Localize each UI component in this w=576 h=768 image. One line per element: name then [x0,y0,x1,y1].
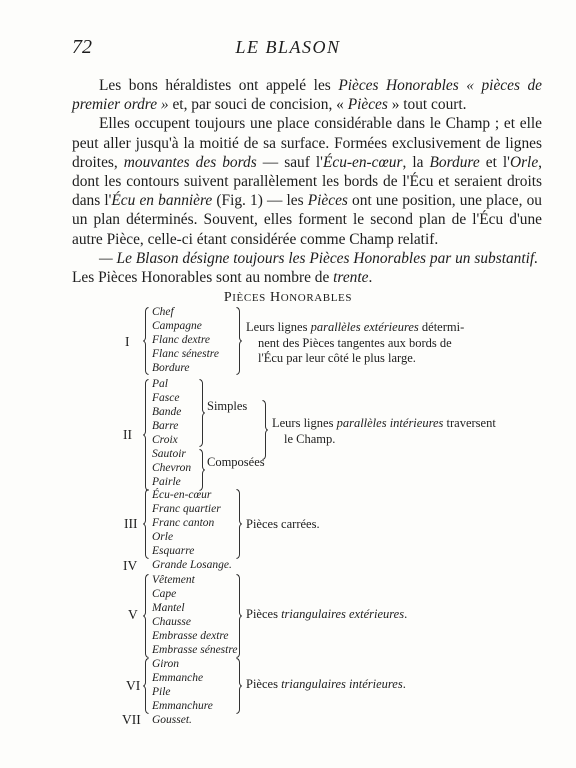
text-run: l'Écu par leur côté le plus large. [258,351,416,366]
text-run: » tout court. [387,96,467,114]
description-line [246,607,407,623]
italic-text: triangulaires extérieures [281,607,405,621]
italic-text: parallèles intérieures [336,416,444,430]
paragraph-count [72,268,542,287]
brace-left [143,379,149,491]
list-item: Emmanchure [152,700,213,712]
brace-shape [143,658,149,714]
group-numeral: VI [126,678,141,693]
text-run: ont une position, une place, ou un plan déterminés. Souvent, elles forment le second plan de l'Écu d'une autre Pièce, celle-ci étant considérée comme Champ relatif. [72,192,542,248]
list-item: Bande [152,406,182,418]
text-run: le Champ. [284,431,336,446]
list-item: Pile [152,686,171,698]
brace-shape [236,658,242,714]
brace-left [143,307,149,375]
list-item: Franc canton [152,517,215,529]
italic-text: Pièces Honorables « pièces de premier ordre » [72,77,543,114]
text-run: . [402,677,406,691]
list-item: Campagne [152,320,202,332]
group-numeral: II [123,427,132,442]
subgroup-label-composees: Composées [207,455,265,469]
heading-rest-h: ONORABLES [280,292,353,304]
text-run: (Fig. 1) — les [212,192,308,210]
list-item: Giron [152,658,180,670]
list-item: Pairle [152,476,181,488]
text-run: nent des Pièces tangentes aux bords de [258,335,452,350]
heading-rest-p: IÈCES [232,292,266,304]
heading-initial-h: H [269,290,281,305]
text-run: Les bons héraldistes ont appelé les [99,77,339,94]
italic-text: Écu en bannière [111,192,213,210]
list-item: Barre [152,420,179,432]
text-run: — sauf l' [256,153,323,171]
list-item: Chausse [152,616,191,628]
paragraph-description [72,114,542,248]
group-description [246,607,407,623]
list-item: Flanc sénestre [152,348,219,360]
list-item: Gousset. [152,714,192,726]
brace-simples [199,379,205,447]
brace-shape [143,574,149,658]
brace-shape [143,307,149,375]
table-heading [0,290,576,306]
list-item: Croix [152,434,178,446]
paragraph-intro [72,76,542,114]
brace-right [236,658,242,714]
text-run: Elles occupent toujours une place considérable dans le Champ ; et elle peut aller jusqu'à la moitié de sa surface. Formées exclusivement de lignes droites, [72,115,542,171]
description-line [246,677,406,693]
group-numeral: I [125,334,130,349]
list-item: Flanc dextre [152,334,211,346]
list-item: Fasce [152,392,180,404]
group-description [246,677,406,693]
text-run: , dont les contours suivent parallèlement les bords de l'Écu et seraient droits dans l' [72,153,543,210]
italic-text: Écu-en-cœur [322,153,403,171]
brace-right [236,307,242,375]
brace-right [236,489,242,559]
list-item: Embrasse sénestre [152,644,238,656]
brace-shape [143,379,149,491]
list-item: Sautoir [152,448,186,460]
description-line [246,351,464,367]
brace-left [143,489,149,559]
brace-shape [199,449,205,491]
text-run: et, par souci de concision, « [168,96,348,114]
group-description [272,416,496,447]
text-run: . [368,269,373,287]
text-run: . [404,607,408,621]
list-item: Vêtement [152,574,195,586]
description-line [272,416,496,432]
list-item: Mantel [152,602,185,614]
paragraph-rule [72,249,542,268]
text-run: traversent [443,416,496,430]
group-numeral: V [128,607,138,622]
brace-shape [236,574,242,658]
description-line [272,432,496,448]
italic-text: Pièces [307,192,348,210]
list-item: Emmanche [152,672,204,684]
text-run: et l' [479,153,510,171]
text-run: Pièces [246,677,282,691]
list-item: Écu-en-cœur [152,489,212,501]
group-description [246,517,320,533]
list-item: Esquarre [152,545,195,557]
list-item: Pal [152,378,168,390]
brace-shape [199,379,205,447]
italic-text: Bordure [429,153,480,171]
list-item: Franc quartier [152,503,221,515]
running-title: LE BLASON [235,37,341,57]
list-item: Orle [152,531,174,543]
italic-text: Orle [509,153,539,171]
list-item: Chevron [152,462,192,474]
group-numeral: VII [122,712,141,727]
group-description [246,320,464,367]
italic-text: mouvantes des bords [123,153,257,171]
brace-composees [199,449,205,491]
italic-text: triangulaires intérieures [281,677,403,691]
text-run: détermi- [418,320,465,334]
list-item: Embrasse dextre [152,630,229,642]
text-run: Les Pièces Honorables sont au nombre de [72,269,334,287]
italic-text: Pièces [347,96,388,114]
text-run: Pièces carrées. [246,517,320,531]
description-line [246,517,320,533]
page-number: 72 [72,36,92,58]
body-text [72,76,542,287]
text-run: Pièces [246,607,282,621]
brace-right [236,574,242,658]
italic-text: parallèles extérieures [310,320,419,334]
italic-text: trente [333,269,369,287]
brace-shape [236,489,242,559]
brace-left [143,658,149,714]
text-run: , la [402,153,430,171]
subgroup-label-simples: Simples [207,399,248,413]
list-item: Chef [152,306,174,318]
text-run: Leurs lignes [246,320,311,334]
description-line [246,336,464,352]
text-run: Leurs lignes [272,416,337,430]
italic-text: — Le Blason désigne toujours les Pièces Honorables par un substantif. [99,249,539,267]
list-item: Cape [152,588,177,600]
heading-initial-p: P [223,290,233,305]
brace-left [143,574,149,658]
brace-shape [143,489,149,559]
list-item: Grande Losange. [152,559,232,571]
list-item: Bordure [152,362,190,374]
group-numeral: IV [123,558,138,573]
description-line [246,320,464,336]
brace-shape [236,307,242,375]
brace-right [262,400,268,460]
group-numeral: III [124,516,138,531]
brace-shape [262,400,268,460]
